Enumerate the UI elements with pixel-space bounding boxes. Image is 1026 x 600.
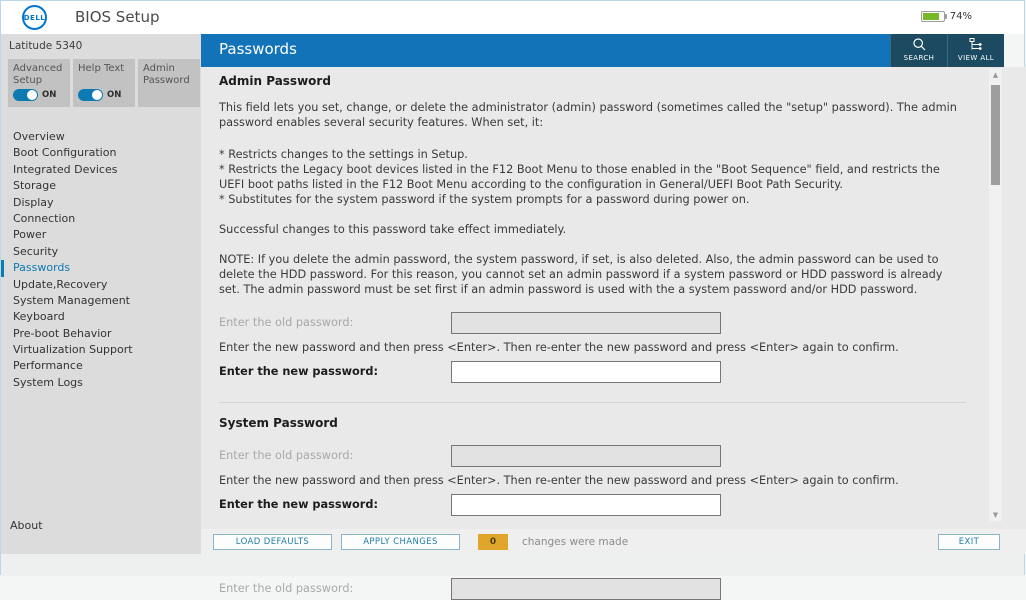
apply-changes-button[interactable]: APPLY CHANGES bbox=[341, 534, 460, 550]
old-password-label: Enter the old password: bbox=[219, 316, 354, 330]
page-title: Passwords bbox=[219, 40, 297, 58]
section-title: Admin Password bbox=[219, 74, 331, 88]
sidebar-item-system-logs[interactable]: System Logs bbox=[13, 375, 83, 389]
sidebar-item-passwords[interactable]: Passwords bbox=[1, 260, 201, 276]
system-old-password-input bbox=[451, 445, 721, 467]
system-password-section bbox=[219, 416, 966, 516]
help-text-state: ON bbox=[107, 90, 122, 100]
view-all-button[interactable] bbox=[947, 31, 1004, 67]
advanced-setup-label: Advanced Setup bbox=[13, 63, 63, 86]
header-buttons bbox=[890, 31, 1004, 67]
old-password-label: Enter the old password: bbox=[219, 449, 354, 463]
toggle-knob bbox=[27, 90, 37, 100]
app-title: BIOS Setup bbox=[75, 8, 160, 26]
sidebar-item-system-management[interactable]: System Management bbox=[13, 293, 130, 307]
restriction-item: * Restricts changes to the settings in Setup. bbox=[219, 148, 468, 162]
toggle-knob bbox=[92, 90, 102, 100]
sidebar-item-connection[interactable]: Connection bbox=[13, 211, 76, 225]
view-all-button-label: VIEW ALL bbox=[957, 53, 995, 62]
battery-indicator bbox=[921, 11, 972, 22]
dell-logo-icon bbox=[22, 5, 47, 30]
tree-view-icon bbox=[968, 37, 984, 52]
sidebar-item-boot-configuration[interactable]: Boot Configuration bbox=[13, 146, 117, 160]
sidebar-item-overview[interactable]: Overview bbox=[13, 130, 65, 143]
battery-cap bbox=[945, 14, 947, 19]
system-new-password-input[interactable] bbox=[451, 494, 721, 516]
advanced-setup-state: ON bbox=[42, 90, 57, 100]
section-description: This field lets you set, change, or delete the administrator (admin) password (sometimes called the "setup" password). The admin password enables several security features. When set, it: bbox=[219, 101, 957, 130]
restriction-item: * Restricts the Legacy boot devices listed in the F12 Boot Menu to those enabled in the "Boot Sequence" field, and restricts the UEFI boot paths listed in the F12 Boot Menu according to the configuration in General/UEFI Boot Path Security. bbox=[219, 163, 940, 192]
sidebar-item-keyboard[interactable]: Keyboard bbox=[13, 310, 65, 324]
sidebar-item-integrated-devices[interactable]: Integrated Devices bbox=[13, 162, 118, 176]
delete-note: NOTE: If you delete the admin password, the system password, if set, is also deleted. Also, the admin password can be used to delete the HDD password. For this reason, you cannot set an admin password if a system password or HDD password is already set. The admin password must be set first if an admin password is used with the a system password and/or HDD password. bbox=[219, 253, 943, 297]
exit-button[interactable]: EXIT bbox=[938, 534, 1000, 550]
effect-note: Successful changes to this password take effect immediately. bbox=[219, 223, 567, 237]
page-header bbox=[201, 31, 1004, 67]
sidebar-item-pre-boot-behavior[interactable]: Pre-boot Behavior bbox=[13, 326, 112, 340]
sidebar-nav bbox=[1, 129, 201, 391]
new-password-label: Enter the new password: bbox=[219, 498, 378, 512]
sidebar-item-update-recovery[interactable]: Update,Recovery bbox=[13, 277, 108, 291]
scrollbar-thumb[interactable] bbox=[991, 85, 1000, 185]
sidebar-item-security[interactable]: Security bbox=[13, 244, 59, 258]
footer-strip bbox=[1, 554, 1024, 576]
old-password-label: Enter the old password: bbox=[219, 582, 354, 596]
dell-logo-text: DELL bbox=[23, 13, 46, 22]
changes-count-badge: 0 bbox=[478, 534, 508, 550]
sidebar bbox=[1, 34, 201, 554]
admin-password-box-label: Admin Password bbox=[143, 63, 190, 86]
top-bar bbox=[1, 1, 1024, 34]
action-bar bbox=[201, 529, 1026, 554]
search-button-label: SEARCH bbox=[903, 53, 935, 62]
password-instruction: Enter the new password and then press <Enter>. Then re-enter the new password and press <Enter> again to confirm. bbox=[219, 341, 899, 355]
restriction-list bbox=[219, 147, 966, 207]
admin-password-box[interactable] bbox=[138, 59, 200, 107]
sidebar-item-power[interactable]: Power bbox=[13, 228, 47, 242]
help-text-toggle-box[interactable] bbox=[73, 59, 135, 107]
admin-new-password-input[interactable] bbox=[451, 361, 721, 383]
admin-password-section bbox=[219, 74, 966, 383]
section-title: System Password bbox=[219, 416, 338, 431]
scroll-up-arrow[interactable]: ▲ bbox=[992, 71, 999, 79]
battery-percent: 74% bbox=[949, 11, 972, 22]
new-password-row bbox=[219, 360, 966, 383]
sidebar-toggles bbox=[8, 59, 200, 107]
m2-old-password-input bbox=[451, 578, 721, 600]
changes-made-text: changes were made bbox=[522, 535, 629, 548]
sidebar-item-display[interactable]: Display bbox=[13, 195, 54, 209]
new-password-label: Enter the new password: bbox=[219, 365, 378, 379]
old-password-row bbox=[219, 311, 966, 334]
section-divider bbox=[219, 402, 966, 403]
about-link[interactable]: About bbox=[10, 519, 43, 532]
help-text-label: Help Text bbox=[78, 63, 125, 74]
battery-fill bbox=[923, 13, 939, 20]
advanced-setup-toggle[interactable] bbox=[13, 89, 38, 101]
admin-old-password-input bbox=[451, 312, 721, 334]
load-defaults-button[interactable]: LOAD DEFAULTS bbox=[213, 534, 332, 550]
scroll-down-arrow[interactable]: ▼ bbox=[992, 511, 999, 519]
restriction-item: * Substitutes for the system password if the system prompts for a password during power on. bbox=[219, 193, 750, 207]
search-button[interactable] bbox=[890, 31, 947, 67]
old-password-row bbox=[219, 577, 966, 600]
search-icon bbox=[912, 37, 927, 52]
new-password-row bbox=[219, 493, 966, 516]
sidebar-item-performance[interactable]: Performance bbox=[13, 359, 83, 373]
old-password-row bbox=[219, 444, 966, 467]
advanced-setup-toggle-box[interactable] bbox=[8, 59, 70, 107]
sidebar-item-storage[interactable]: Storage bbox=[13, 179, 57, 193]
help-text-toggle[interactable] bbox=[78, 89, 103, 101]
battery-icon bbox=[921, 11, 945, 22]
password-instruction: Enter the new password and then press <Enter>. Then re-enter the new password and press <Enter> again to confirm. bbox=[219, 474, 899, 488]
sidebar-item-virtualization-support[interactable]: Virtualization Support bbox=[13, 343, 133, 357]
content-scrollbar bbox=[989, 69, 1002, 521]
model-name: Latitude 5340 bbox=[9, 40, 83, 52]
